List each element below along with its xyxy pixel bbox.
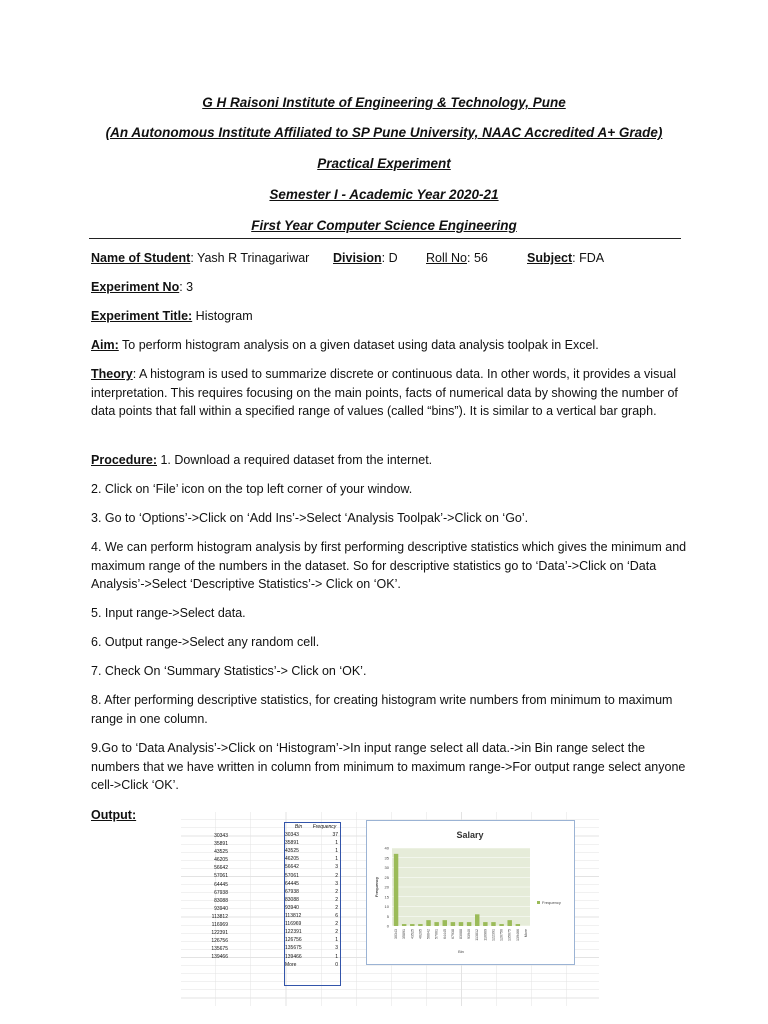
x-tick-label: 113812 — [475, 929, 480, 941]
frequency-cell: 2 — [335, 888, 338, 895]
bin-cell: 126756 — [285, 937, 302, 944]
x-tick-label: 93940 — [467, 929, 472, 939]
bar — [394, 854, 398, 926]
frequency-cell: 2 — [335, 929, 338, 936]
frequency-cell: 2 — [335, 896, 338, 903]
frequency-cell: 1 — [335, 937, 338, 944]
division-value: : D — [381, 251, 398, 265]
institute-affiliation: (An Autonomous Institute Affiliated to SP Pune University, NAAC Accredited A+ Grade) — [105, 125, 663, 140]
bin-cell: 30343 — [285, 832, 299, 839]
theory-value: : A histogram is used to summarize discrete or continuous data. In other words, it provides a visual interpretation. This requires focusing on the main points, facts of numerical data by showing the number of data points that fall within a specified range of values (called “bins”). It is similar to a vertical bar graph. — [91, 367, 678, 418]
data-cell: 113812 — [211, 913, 228, 920]
bin-cell: 56642 — [285, 864, 299, 871]
practical-title: Practical Experiment — [317, 156, 451, 171]
frequency-cell: 3 — [335, 864, 338, 871]
bin-cell: 135675 — [285, 945, 302, 952]
semester-line: Semester I - Academic Year 2020-21 — [269, 187, 499, 202]
data-cell: 139466 — [211, 954, 228, 961]
bin-header: Bin — [294, 824, 303, 830]
bar — [467, 922, 471, 926]
bin-cell: 139466 — [285, 953, 302, 960]
bin-cell: 113812 — [285, 913, 302, 920]
roll-value: : 56 — [467, 251, 488, 265]
aim-value: To perform histogram analysis on a given dataset using data analysis toolpak in Excel. — [118, 338, 599, 352]
frequency-header: Frequency — [312, 824, 337, 830]
histogram-chart — [366, 820, 575, 965]
bar — [491, 922, 495, 926]
course-line: First Year Computer Science Engineering — [251, 218, 517, 233]
subject-value: : FDA — [572, 251, 605, 265]
bar — [475, 914, 479, 926]
y-tick-label: 40 — [384, 845, 389, 851]
data-cell: 35891 — [214, 841, 228, 848]
data-cell: 116969 — [211, 922, 228, 929]
bin-cell: 64445 — [285, 880, 299, 887]
data-cell: 56642 — [214, 865, 228, 872]
procedure-step-1: 1. Download a required dataset from the internet. — [157, 453, 433, 467]
bar — [434, 922, 438, 926]
bar — [402, 924, 406, 926]
data-cell: 46205 — [214, 857, 228, 864]
x-tick-label: 64445 — [442, 929, 447, 939]
bin-cell: 43525 — [285, 848, 299, 855]
output-label: Output: — [91, 808, 137, 822]
bin-cell: 35891 — [285, 840, 299, 847]
procedure-step-4: 4. We can perform histogram analysis by first performing descriptive statistics which gives the minimum and maximum range of the numbers in the dataset. So for descriptive statistics go to ‘Data’->Click on ‘Data Analysis’->Select ‘Descriptive Statistics’-> Click on ‘OK’. — [91, 540, 687, 591]
chart-title: Salary — [456, 830, 484, 840]
procedure-step-8: 8. After performing descriptive statistics, for creating histogram write numbers from minimum to maximum range in one column. — [91, 693, 673, 726]
y-tick-label: 30 — [384, 865, 389, 870]
y-tick-label: 0 — [386, 923, 389, 929]
legend-label: Frequency — [542, 900, 561, 905]
bar — [426, 920, 430, 926]
bar — [410, 924, 414, 926]
bin-cell: 122391 — [285, 929, 302, 936]
data-cell: 30343 — [214, 833, 228, 839]
header-divider — [89, 238, 681, 239]
frequency-cell: 1 — [335, 840, 338, 847]
procedure-step-5: 5. Input range->Select data. — [91, 606, 246, 620]
bar — [507, 920, 511, 926]
bin-cell: 93940 — [285, 904, 299, 911]
x-tick-label: 67938 — [450, 929, 455, 939]
roll-label: Roll No — [426, 251, 467, 265]
y-tick-label: 20 — [384, 884, 389, 890]
y-axis-label: Frequency — [374, 876, 379, 898]
experiment-title-label: Experiment Title: — [91, 309, 193, 323]
frequency-cell: 37 — [332, 832, 338, 839]
division-label: Division — [333, 251, 382, 265]
frequency-cell: 0 — [335, 961, 338, 968]
frequency-cell: 6 — [335, 913, 338, 920]
experiment-title-value: Histogram — [192, 309, 253, 323]
bin-cell: 116969 — [285, 921, 302, 928]
x-tick-label: 30343 — [394, 929, 399, 939]
x-tick-label: 56642 — [426, 929, 431, 939]
experiment-no-label: Experiment No — [91, 280, 180, 294]
procedure-step-6: 6. Output range->Select any random cell. — [91, 635, 320, 649]
x-tick-label: 126756 — [499, 929, 504, 941]
procedure-step-7: 7. Check On ‘Summary Statistics’-> Click on ‘OK’. — [91, 664, 367, 678]
procedure-step-3: 3. Go to ‘Options’->Click on ‘Add Ins’->Select ‘Analysis Toolpak’->Click on ‘Go’. — [91, 511, 529, 525]
y-tick-label: 15 — [384, 894, 389, 900]
y-tick-label: 5 — [386, 913, 389, 919]
data-cell: 83088 — [214, 897, 228, 904]
data-cell: 64445 — [214, 881, 228, 888]
y-tick-label: 25 — [384, 874, 389, 880]
x-tick-label: 122391 — [491, 929, 496, 941]
y-tick-label: 10 — [384, 904, 389, 909]
bin-cell: 46205 — [285, 856, 299, 863]
x-axis-label: Bin — [458, 949, 464, 954]
frequency-cell: 2 — [335, 872, 338, 879]
frequency-cell: 1 — [335, 848, 338, 855]
procedure — [91, 451, 691, 470]
frequency-cell: 2 — [335, 904, 338, 911]
experiment-title — [91, 307, 691, 326]
x-tick-label: 43525 — [410, 929, 415, 939]
x-tick-label: More — [523, 929, 528, 938]
data-column — [190, 832, 228, 962]
bar — [499, 924, 503, 926]
histogram-chart-svg — [367, 821, 574, 964]
frequency-cell: 3 — [335, 945, 338, 952]
name-value: : Yash R Trinagariwar — [190, 251, 310, 265]
procedure-step-2: 2. Click on ‘File’ icon on the top left corner of your window. — [91, 482, 413, 496]
x-tick-label: 46205 — [418, 929, 423, 939]
name-label: Name of Student — [91, 251, 191, 265]
bar — [443, 920, 447, 926]
bin-cell: 83088 — [285, 896, 299, 903]
subject-label: Subject — [527, 251, 573, 265]
data-cell: 67938 — [214, 889, 228, 896]
bin-cell: 57061 — [285, 872, 299, 879]
x-tick-label: 83088 — [459, 929, 463, 939]
theory-label: Theory — [91, 367, 133, 381]
bar — [451, 922, 455, 926]
x-tick-label: 139466 — [515, 929, 520, 941]
aim — [91, 336, 691, 355]
data-cell: 57061 — [214, 873, 228, 880]
frequency-cell: 1 — [335, 856, 338, 863]
x-tick-label: 135675 — [507, 929, 512, 941]
x-tick-label: 35891 — [402, 929, 407, 939]
data-cell: 43525 — [214, 849, 228, 856]
data-cell: 135675 — [211, 946, 228, 953]
experiment-no — [91, 278, 691, 297]
legend-swatch — [537, 901, 540, 904]
data-cell: 122391 — [211, 930, 228, 937]
frequency-cell: 1 — [335, 953, 338, 960]
bar — [459, 922, 463, 926]
bar — [483, 922, 487, 926]
theory — [91, 365, 691, 421]
frequency-cell: 3 — [335, 880, 338, 887]
bin-cell: More — [285, 961, 297, 968]
x-tick-label: 116969 — [483, 929, 488, 941]
procedure-step-9: 9.Go to ‘Data Analysis’->Click on ‘Histogram’->In input range select all data.->in Bin range select the numbers that we have written in column from minimum to maximum range->For output range select anyone cell->Click ‘OK’. — [91, 741, 686, 792]
procedure-label: Procedure: — [91, 453, 157, 467]
experiment-no-value: : 3 — [179, 280, 194, 294]
data-cell: 93940 — [214, 905, 228, 912]
y-tick-label: 35 — [384, 855, 389, 861]
aim-label: Aim: — [91, 338, 119, 352]
data-cell: 126756 — [211, 938, 228, 945]
bar — [418, 924, 422, 926]
institute-title: G H Raisoni Institute of Engineering & Technology, Pune — [202, 95, 566, 110]
bin-column — [285, 823, 312, 969]
frequency-column — [311, 823, 338, 969]
x-tick-label: 57061 — [434, 929, 439, 939]
bin-cell: 67938 — [285, 888, 299, 895]
bar — [516, 924, 520, 926]
frequency-cell: 2 — [335, 921, 338, 928]
